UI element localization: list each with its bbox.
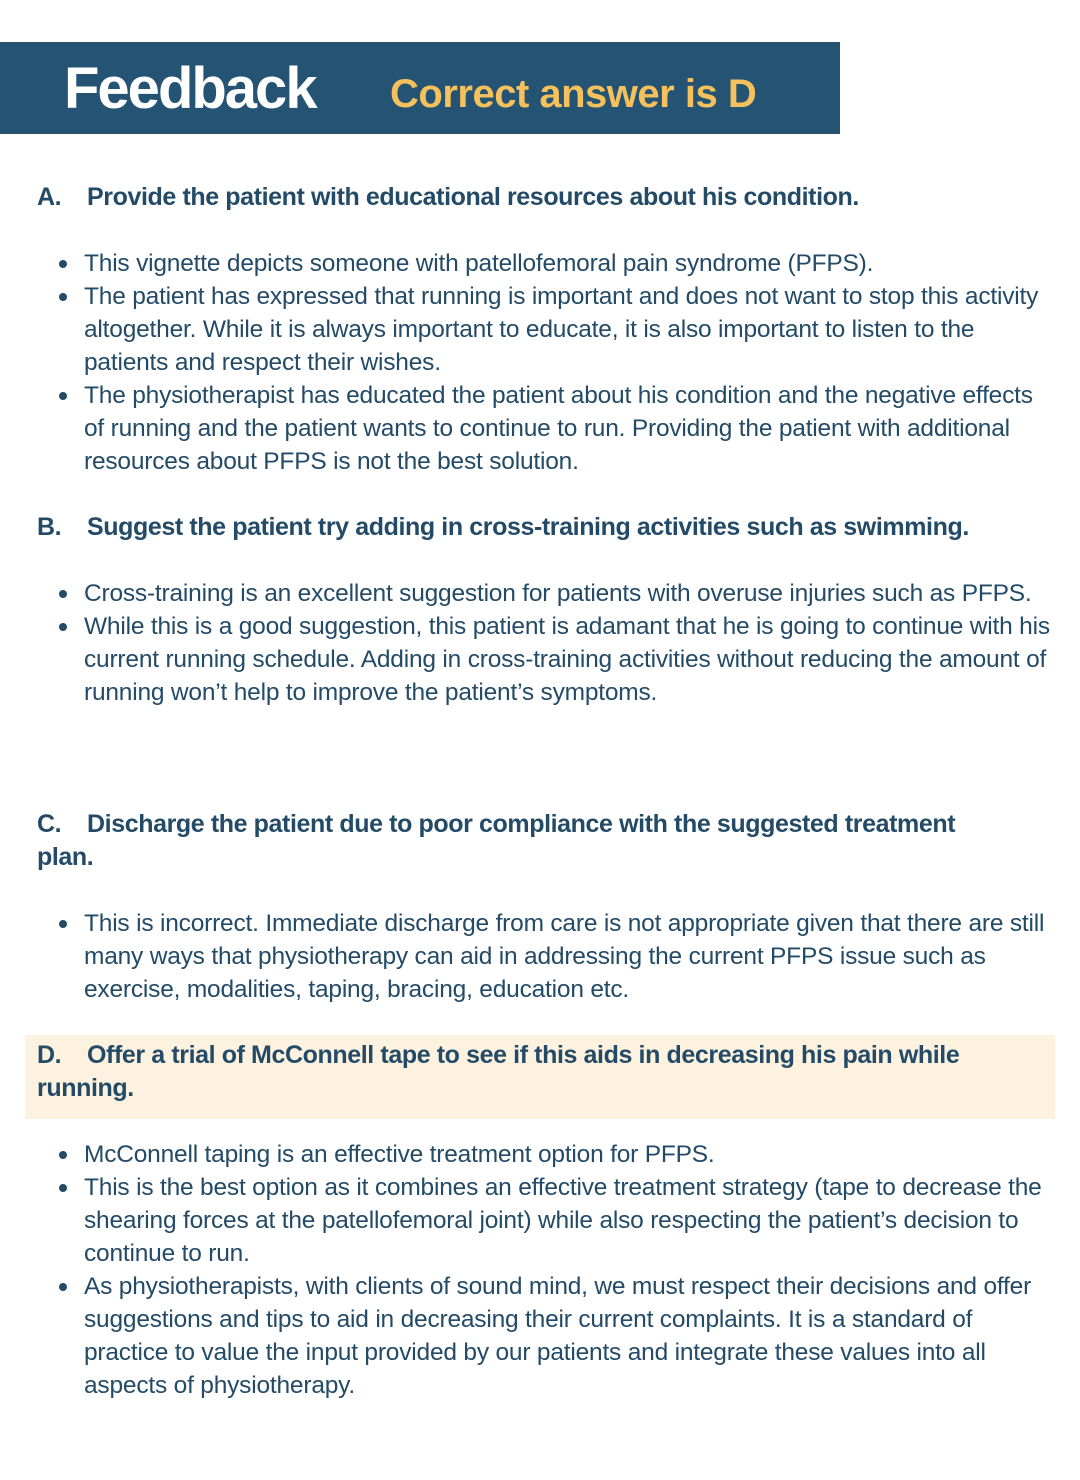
list-item <box>0 379 1080 478</box>
option-letter: B. <box>37 513 62 541</box>
option-a-section <box>0 181 1080 214</box>
bullet-text: While this is a good suggestion, this patient is adamant that he is going to continue with his current running schedule. Adding in cross-training activities without reducing the amount of running won’t help to improve the patient’s symptoms. <box>84 613 1050 706</box>
list-item <box>0 610 1080 709</box>
bullet-text: The patient has expressed that running is important and does not want to stop this activity altogether. While it is always important to educate, it is also important to listen to the patients and respect their wishes. <box>84 283 1039 376</box>
page-title: Feedback <box>64 56 316 121</box>
list-item <box>0 1171 1080 1270</box>
option-b-heading <box>0 511 1080 544</box>
bullet-text: This is the best option as it combines an effective treatment strategy (tape to decrease the shearing forces at the patellofemoral joint) while also respecting the patient’s decision to continue to run. <box>84 1174 1042 1267</box>
bullet-text: McConnell taping is an effective treatment option for PFPS. <box>84 1141 715 1168</box>
bullet-text: Cross-training is an excellent suggestion for patients with overuse injuries such as PFPS. <box>84 580 1032 607</box>
option-text: Provide the patient with educational resources about his condition. <box>87 183 859 211</box>
option-a-heading <box>0 181 1080 214</box>
option-c-section <box>0 808 1080 874</box>
option-c-heading <box>0 808 1080 874</box>
correct-answer-label: Correct answer is D <box>390 72 757 116</box>
option-text: Discharge the patient due to poor compliance with the suggested treatment plan. <box>37 810 956 871</box>
bullet-text: The physiotherapist has educated the patient about his condition and the negative effects of running and the patient wants to continue to run. Providing the patient with additional resources about PFPS is not the best solution. <box>84 382 1033 475</box>
option-d-heading <box>0 1039 1080 1105</box>
list-item <box>0 1270 1080 1402</box>
option-letter: D. <box>37 1041 62 1069</box>
option-d-feedback <box>0 1138 1080 1402</box>
option-letter: C. <box>37 810 62 838</box>
bullet-icon <box>59 260 67 268</box>
list-item <box>0 247 1080 280</box>
bullet-text: As physiotherapists, with clients of sound mind, we must respect their decisions and offer suggestions and tips to aid in decreasing their current complaints. It is a standard of practice to value the input provided by our patients and integrate these values into all aspects of physiotherapy. <box>84 1273 1032 1399</box>
option-c-feedback <box>0 907 1080 1006</box>
option-a-feedback <box>0 247 1080 478</box>
bullet-icon <box>59 392 67 400</box>
bullet-icon <box>59 920 67 928</box>
list-item <box>0 907 1080 1006</box>
bullet-text: This vignette depicts someone with patellofemoral pain syndrome (PFPS). <box>84 250 874 277</box>
option-b-feedback <box>0 577 1080 709</box>
option-letter: A. <box>37 183 62 211</box>
bullet-icon <box>59 590 67 598</box>
list-item <box>0 280 1080 379</box>
bullet-icon <box>59 1184 67 1192</box>
bullet-icon <box>59 293 67 301</box>
bullet-icon <box>59 623 67 631</box>
option-b-section <box>0 511 1080 544</box>
option-d-section <box>0 1039 1080 1105</box>
list-item <box>0 1138 1080 1171</box>
bullet-icon <box>59 1283 67 1291</box>
list-item <box>0 577 1080 610</box>
bullet-icon <box>59 1151 67 1159</box>
option-text: Offer a trial of McConnell tape to see if this aids in decreasing his pain while running. <box>37 1041 960 1102</box>
option-text: Suggest the patient try adding in cross-training activities such as swimming. <box>87 513 969 541</box>
bullet-text: This is incorrect. Immediate discharge from care is not appropriate given that there are still many ways that physiotherapy can aid in addressing the current PFPS issue such as exercise, modalities, taping, bracing, education etc. <box>84 910 1045 1003</box>
